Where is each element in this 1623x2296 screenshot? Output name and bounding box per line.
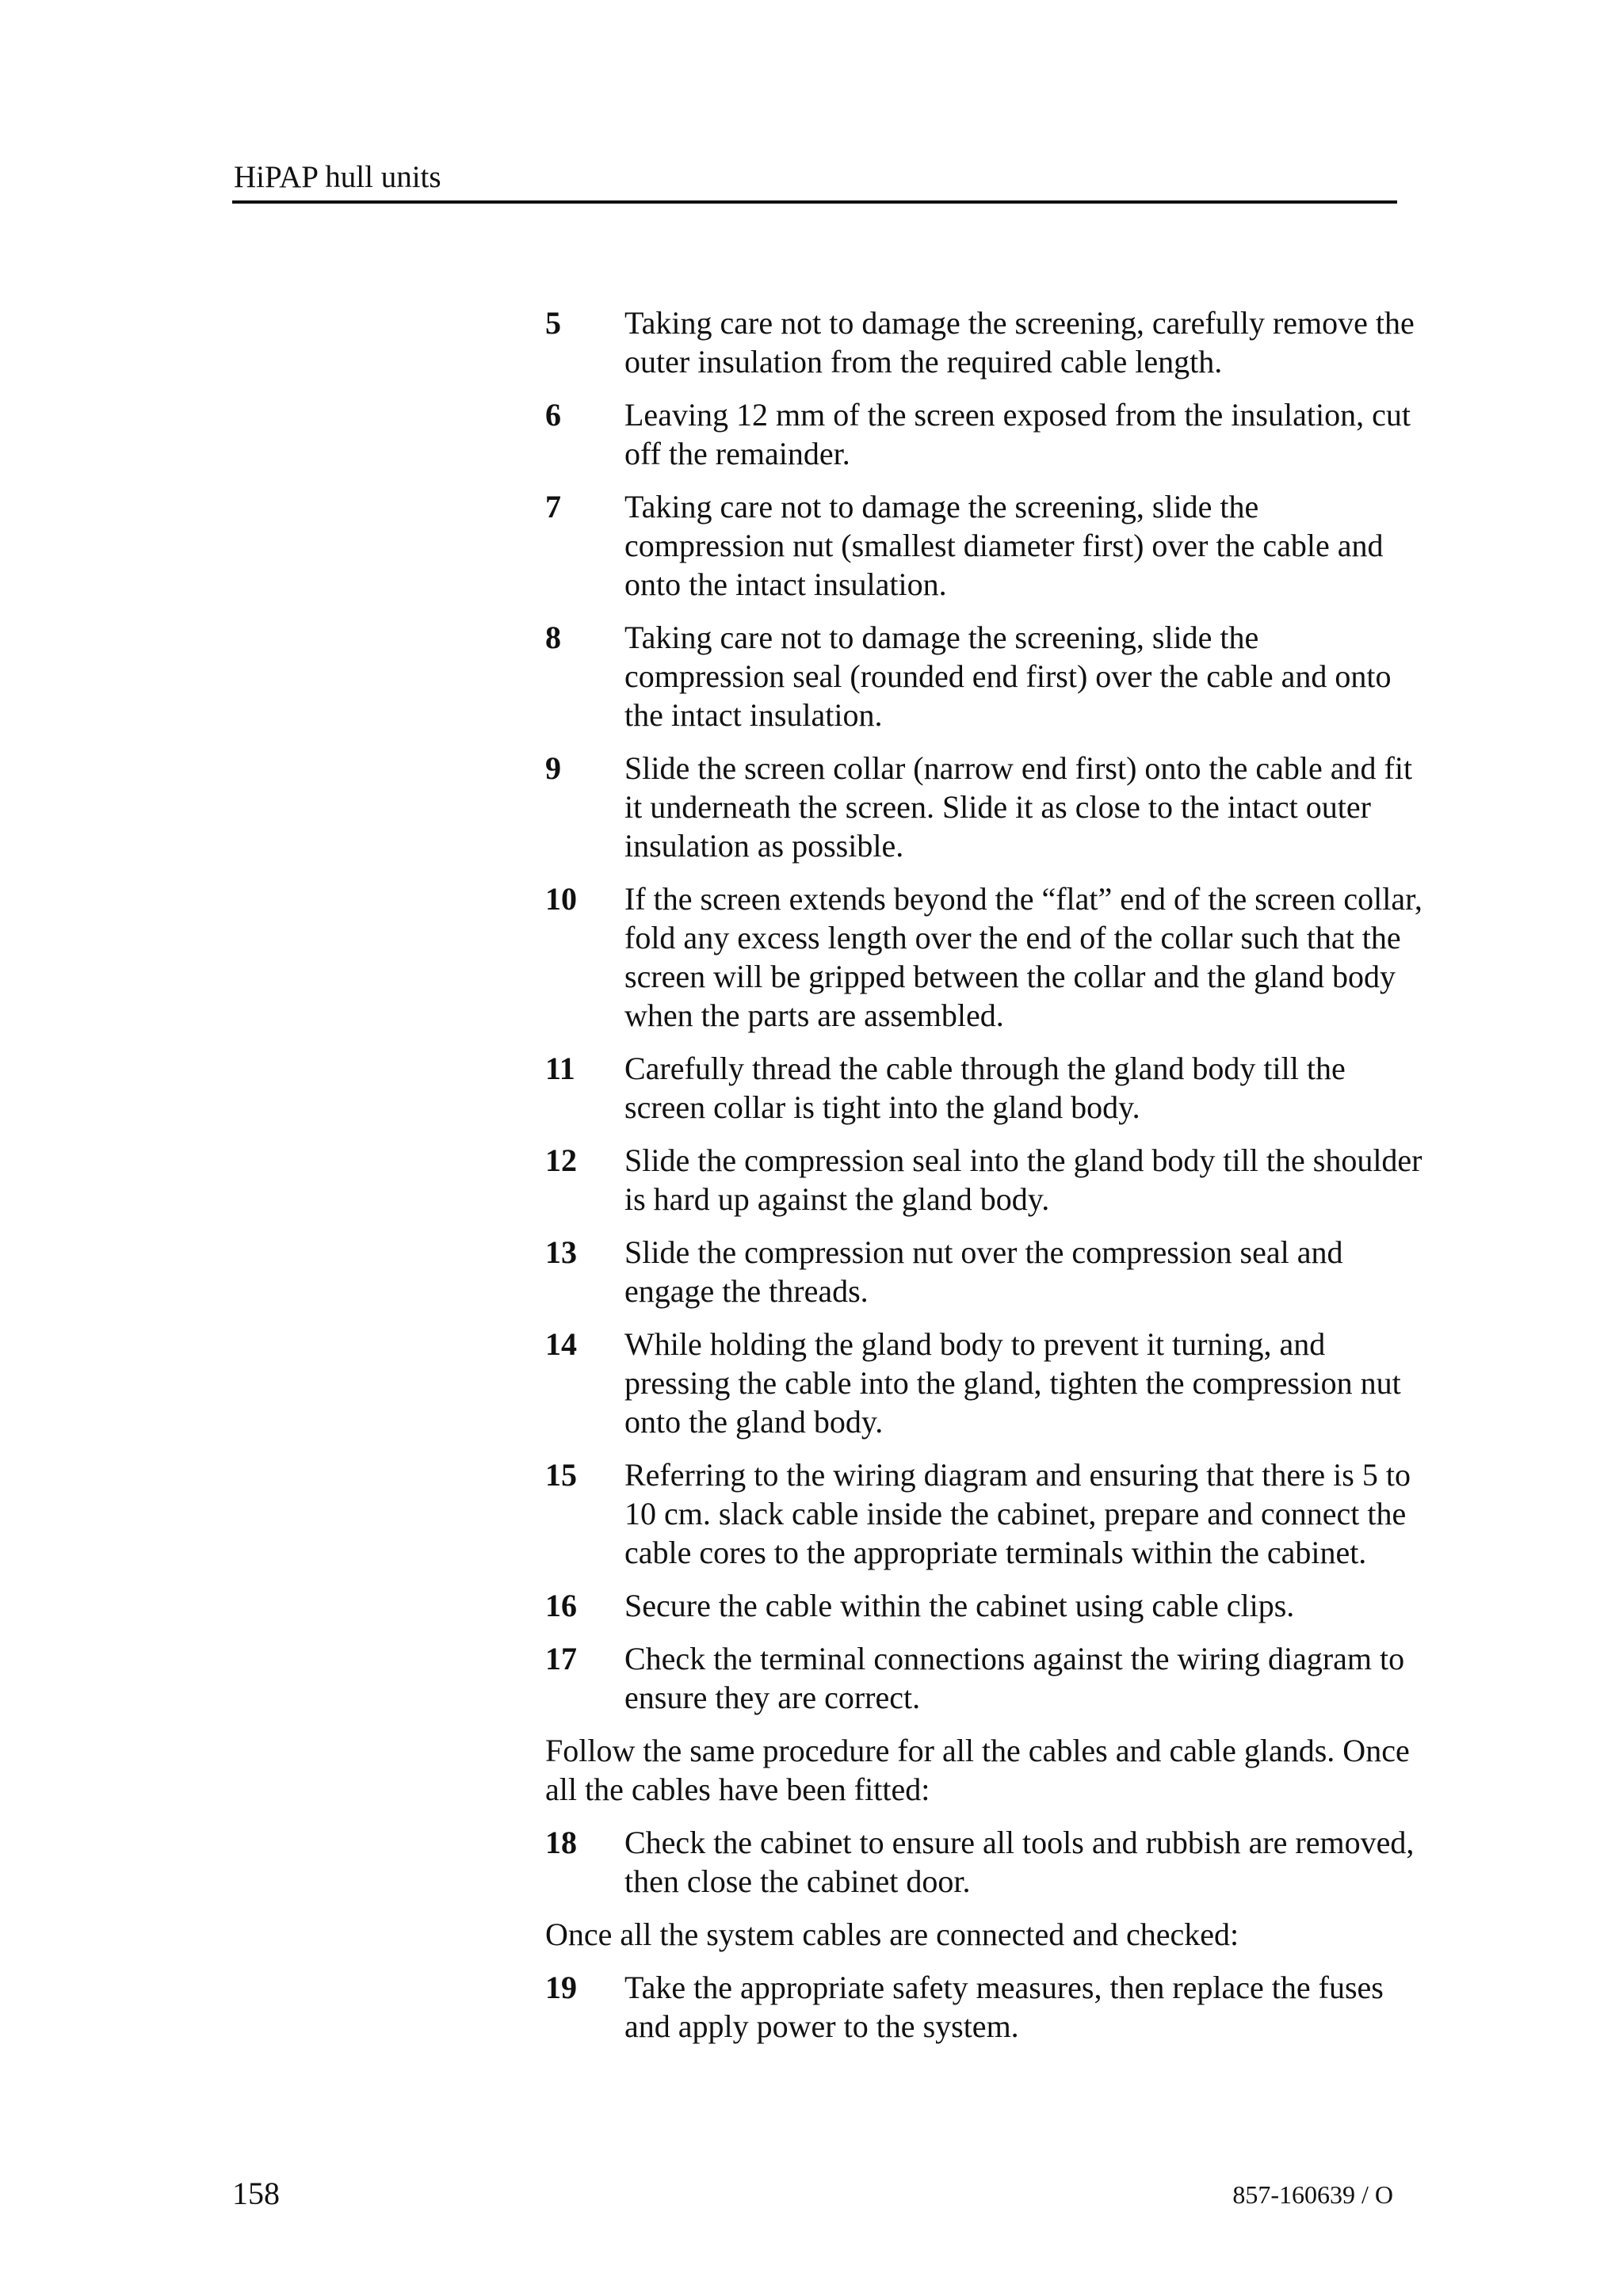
step-text: Taking care not to damage the screening, slide the compression seal (rounded end first) over the cable and onto the intact insulation. xyxy=(624,620,1392,733)
step-text: Carefully thread the cable through the gland body till the screen collar is tight into the gland body. xyxy=(624,1051,1346,1125)
step-number: 16 xyxy=(545,1588,577,1623)
step-text: Slide the compression seal into the gland body till the shoulder is hard up against the gland body. xyxy=(624,1142,1423,1217)
step-text: If the screen extends beyond the “flat” end of the screen collar, fold any excess length over the end of the collar such that the screen will be gripped between the collar and the gland body when the parts are assembled. xyxy=(624,881,1423,1033)
step-text: Taking care not to damage the screening, carefully remove the outer insulation from the required cable length. xyxy=(624,305,1415,379)
procedure-step xyxy=(545,1455,1425,1572)
procedure-step xyxy=(545,879,1425,1035)
body-paragraph: Once all the system cables are connected and checked: xyxy=(545,1917,1239,1952)
step-number: 8 xyxy=(545,620,561,655)
step-text: While holding the gland body to prevent it turning, and pressing the cable into the gland, tighten the compression nut onto the gland body. xyxy=(624,1326,1401,1440)
step-number: 5 xyxy=(545,305,561,341)
procedure-step xyxy=(545,1586,1425,1625)
step-number: 14 xyxy=(545,1326,577,1362)
procedure-step xyxy=(545,395,1425,473)
step-number: 12 xyxy=(545,1142,577,1178)
procedure-step xyxy=(545,1049,1425,1127)
step-number: 7 xyxy=(545,489,561,524)
step-text: Check the cabinet to ensure all tools and rubbish are removed, then close the cabinet door. xyxy=(624,1825,1415,1899)
step-text: Slide the compression nut over the compression seal and engage the threads. xyxy=(624,1234,1343,1309)
running-header-title: HiPAP hull units xyxy=(234,160,441,194)
step-text: Slide the screen collar (narrow end first) onto the cable and fit it underneath the screen. Slide it as close to the intact outer insulation as possible. xyxy=(624,750,1413,864)
step-number: 17 xyxy=(545,1641,577,1676)
step-text: Taking care not to damage the screening, slide the compression nut (smallest diameter first) over the cable and onto the intact insulation. xyxy=(624,489,1384,602)
step-number: 19 xyxy=(545,1970,577,2005)
procedure-step xyxy=(545,618,1425,734)
procedure-step xyxy=(545,487,1425,604)
procedure-step xyxy=(545,303,1425,381)
procedure-step xyxy=(545,1325,1425,1441)
step-text: Referring to the wiring diagram and ensuring that there is 5 to 10 cm. slack cable inside the cabinet, prepare and connect the cable cores to the appropriate terminals within the cabinet. xyxy=(624,1457,1411,1570)
procedure-step xyxy=(545,1141,1425,1219)
document-number: 857-160639 / O xyxy=(1232,2180,1393,2209)
body-paragraph: Follow the same procedure for all the cables and cable glands. Once all the cables have been fitted: xyxy=(545,1733,1410,1807)
step-text: Secure the cable within the cabinet using cable clips. xyxy=(624,1588,1295,1623)
header-rule xyxy=(232,200,1397,204)
procedure-step xyxy=(545,1233,1425,1310)
step-number: 15 xyxy=(545,1457,577,1493)
step-number: 13 xyxy=(545,1234,577,1270)
procedure-step xyxy=(545,1639,1425,1717)
step-text: Take the appropriate safety measures, then replace the fuses and apply power to the system. xyxy=(624,1970,1384,2044)
step-number: 9 xyxy=(545,750,561,786)
step-number: 11 xyxy=(545,1051,575,1086)
procedure-step xyxy=(545,749,1425,865)
step-number: 6 xyxy=(545,397,561,433)
step-text: Leaving 12 mm of the screen exposed from the insulation, cut off the remainder. xyxy=(624,397,1411,471)
step-number: 10 xyxy=(545,881,577,917)
step-text: Check the terminal connections against the wiring diagram to ensure they are correct. xyxy=(624,1641,1405,1715)
procedure-step xyxy=(545,1968,1425,2046)
step-number: 18 xyxy=(545,1825,577,1860)
procedure-step xyxy=(545,1823,1425,1901)
procedure-content xyxy=(545,303,1425,2060)
page-number: 158 xyxy=(232,2176,280,2211)
